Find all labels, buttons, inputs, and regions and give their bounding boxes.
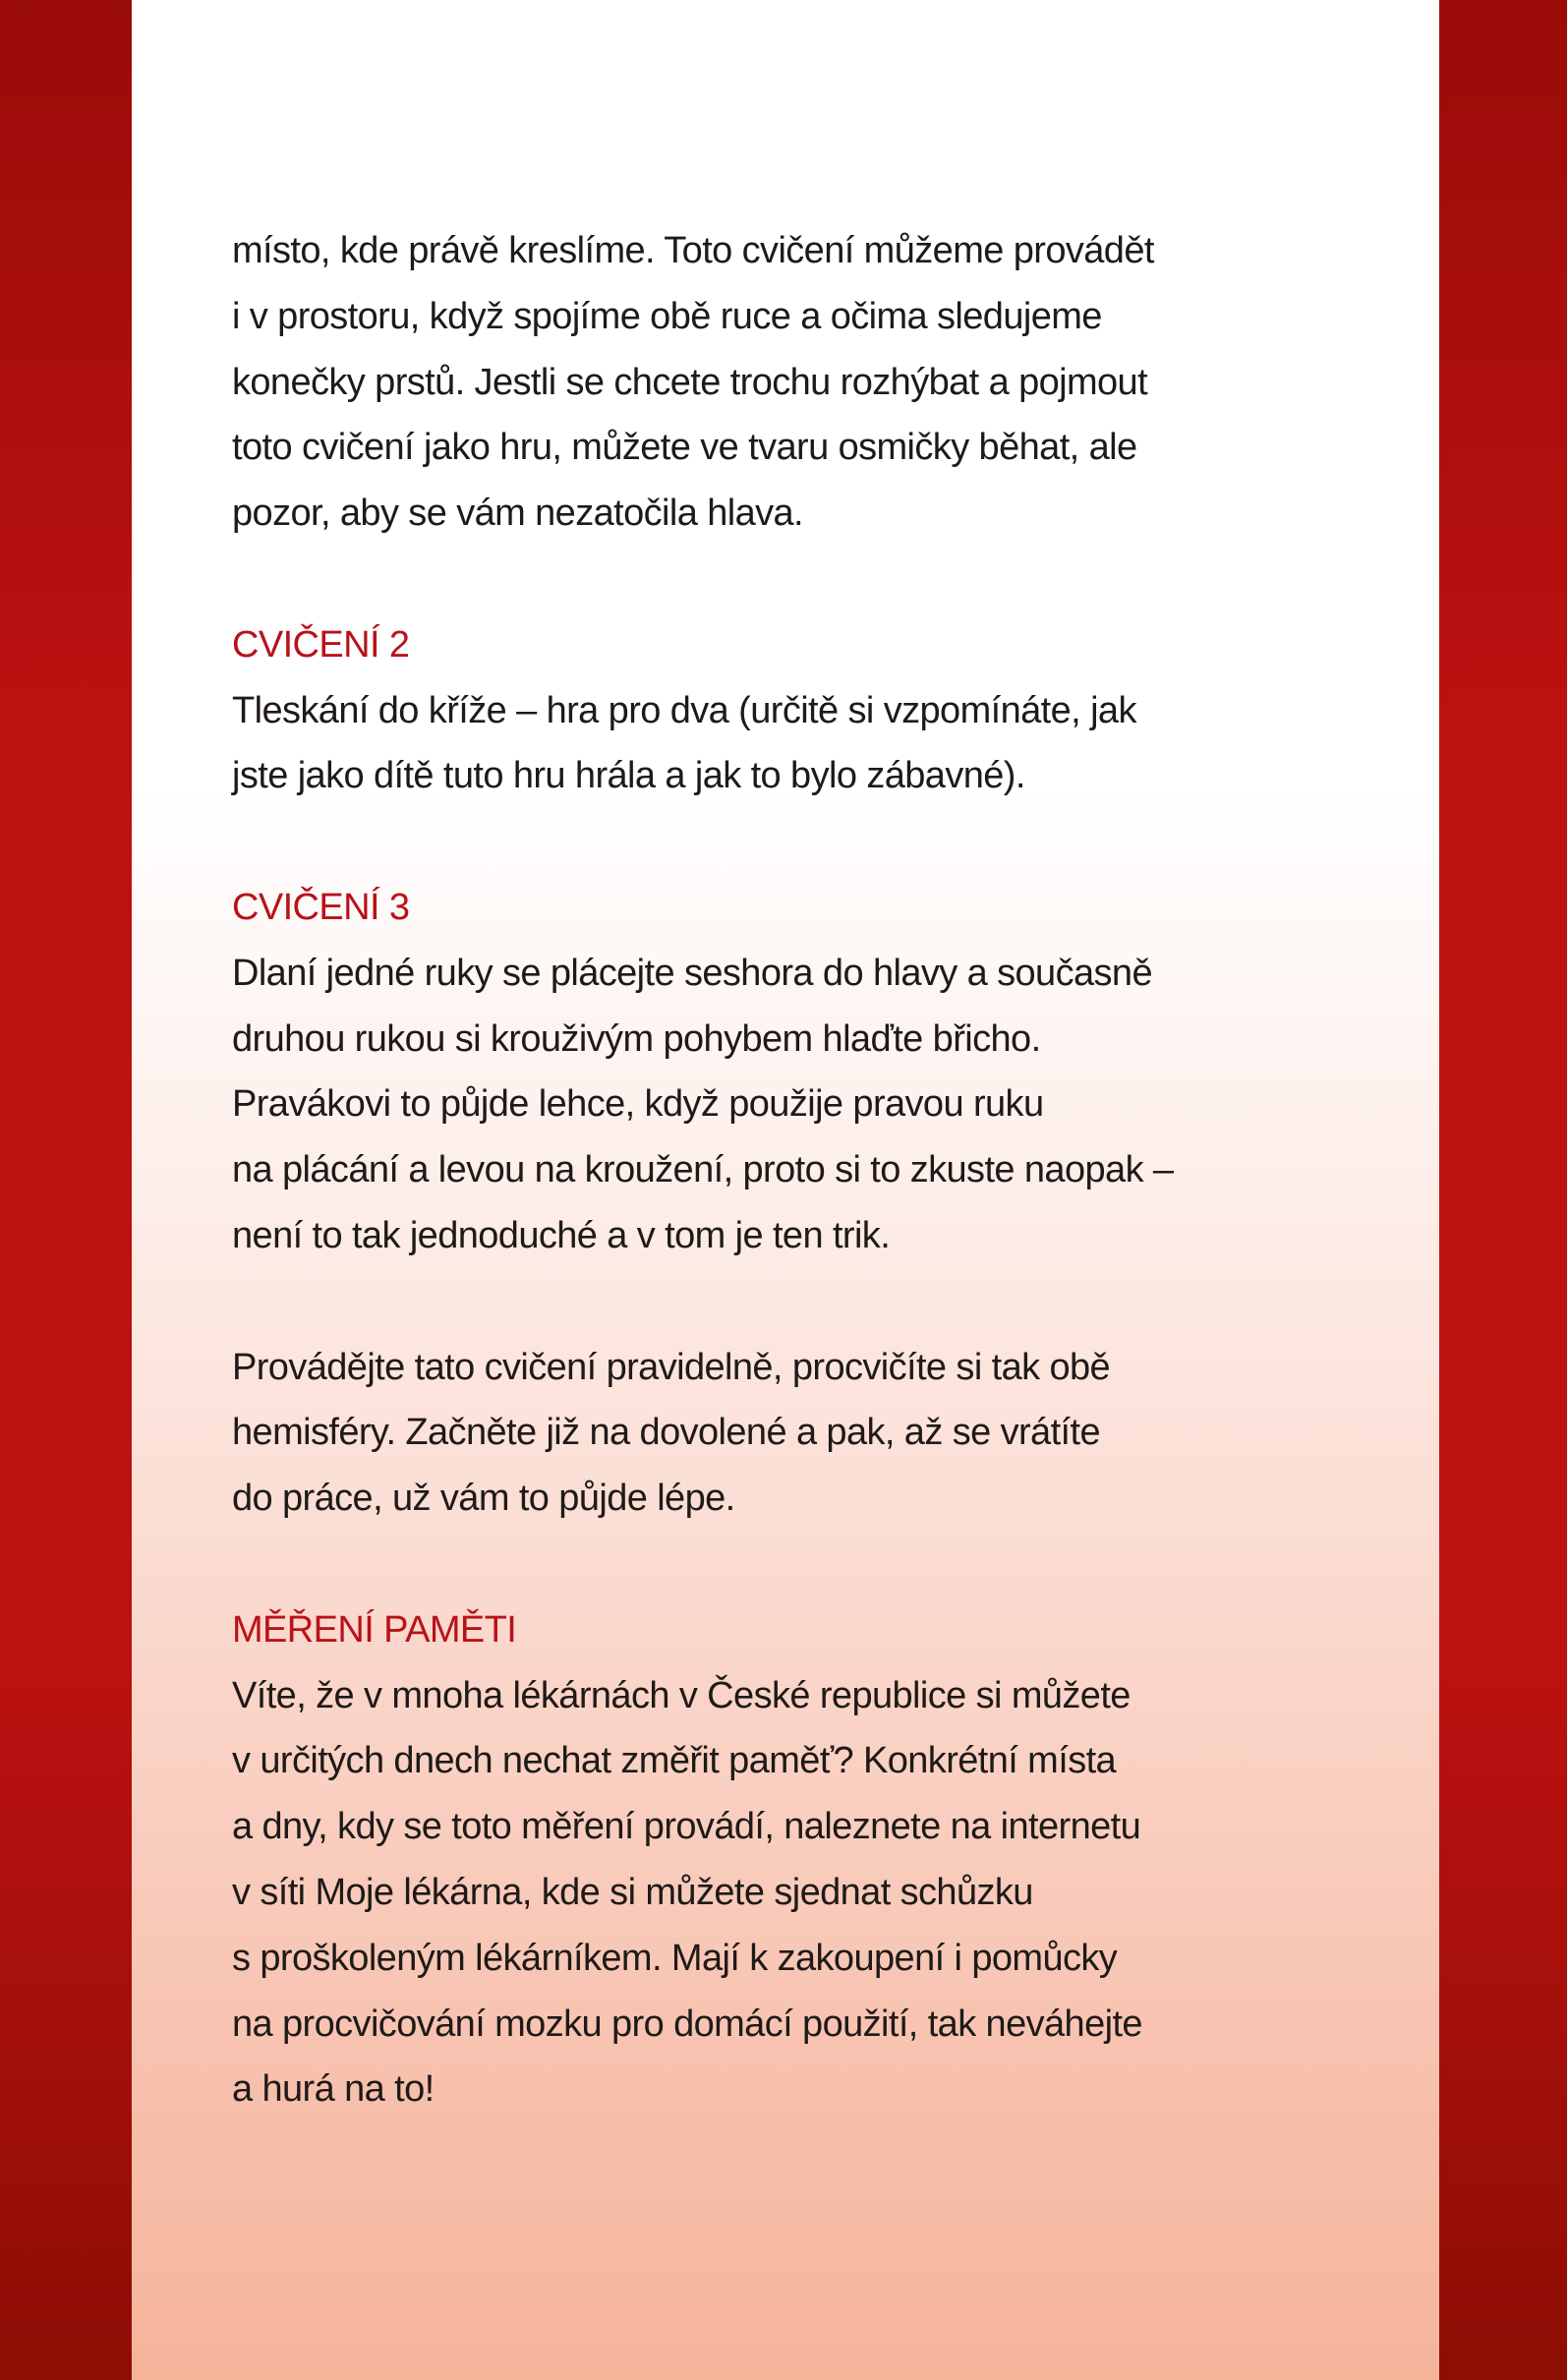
exercise-2-heading: CVIČENÍ 2 (232, 623, 410, 666)
text-line: toto cvičení jako hru, můžete ve tvaru osmičky běhat, ale (232, 427, 1137, 469)
text-line: do práce, už vám to půjde lépe. (232, 1478, 735, 1520)
exercise-3-section (232, 875, 1173, 1269)
text-line: místo, kde právě kreslíme. Toto cvičení můžeme provádět (232, 230, 1154, 271)
text-line: i v prostoru, když spojíme obě ruce a očima sledujeme (232, 295, 1102, 337)
text-line: není to tak jednoduché a v tom je ten trik. (232, 1214, 891, 1256)
memory-section (232, 1597, 1173, 2122)
text-line: pozor, aby se vám nezatočila hlava. (232, 493, 804, 535)
text-line: hemisféry. Začněte již na dovolené a pak, až se vrátíte (232, 1412, 1100, 1454)
text-line: v určitých dnech nechat změřit paměť? Konkrétní místa (232, 1740, 1117, 1782)
text-line: v síti Moje lékárna, kde si můžete sjednat schůzku (232, 1871, 1033, 1913)
text-line: Provádějte tato cvičení pravidelně, procvičíte si tak obě (232, 1346, 1111, 1388)
spacer (232, 1532, 1173, 1597)
left-red-border (0, 0, 132, 2380)
text-line: Pravákovi to půjde lehce, když použije pravou ruku (232, 1083, 1044, 1126)
text-line: a dny, kdy se toto měření provádí, naleznete na internetu (232, 1806, 1141, 1848)
exercise-2-section (232, 612, 1173, 809)
spacer (232, 547, 1173, 612)
text-line: druhou rukou si krouživým pohybem hlaďte břicho. (232, 1017, 1041, 1060)
intro-paragraph (232, 218, 1173, 547)
text-line: a hurá na to! (232, 2068, 435, 2111)
text-line: konečky prstů. Jestli se chcete trochu rozhýbat a pojmout (232, 361, 1148, 403)
text-line: na plácání a levou na kroužení, proto si to zkuste naopak – (232, 1149, 1174, 1191)
text-line: Dlaní jedné ruky se plácejte seshora do hlavy a současně (232, 952, 1152, 994)
memory-heading: MĚŘENÍ PAMĚTI (232, 1608, 517, 1651)
closing-paragraph (232, 1335, 1173, 1532)
text-line: Tleskání do kříže – hra pro dva (určitě si vzpomínáte, jak (232, 689, 1136, 731)
article-body (232, 218, 1173, 2122)
right-red-border (1439, 0, 1567, 2380)
text-line: Víte, že v mnoha lékárnách v České republice si můžete (232, 1674, 1131, 1716)
text-line: jste jako dítě tuto hru hrála a jak to bylo zábavné). (232, 755, 1025, 797)
text-line: na procvičování mozku pro domácí použití, tak neváhejte (232, 2003, 1142, 2045)
spacer (232, 1269, 1173, 1335)
text-line: s proškoleným lékárníkem. Mají k zakoupení i pomůcky (232, 1937, 1118, 1979)
exercise-3-heading: CVIČENÍ 3 (232, 886, 410, 928)
spacer (232, 809, 1173, 875)
